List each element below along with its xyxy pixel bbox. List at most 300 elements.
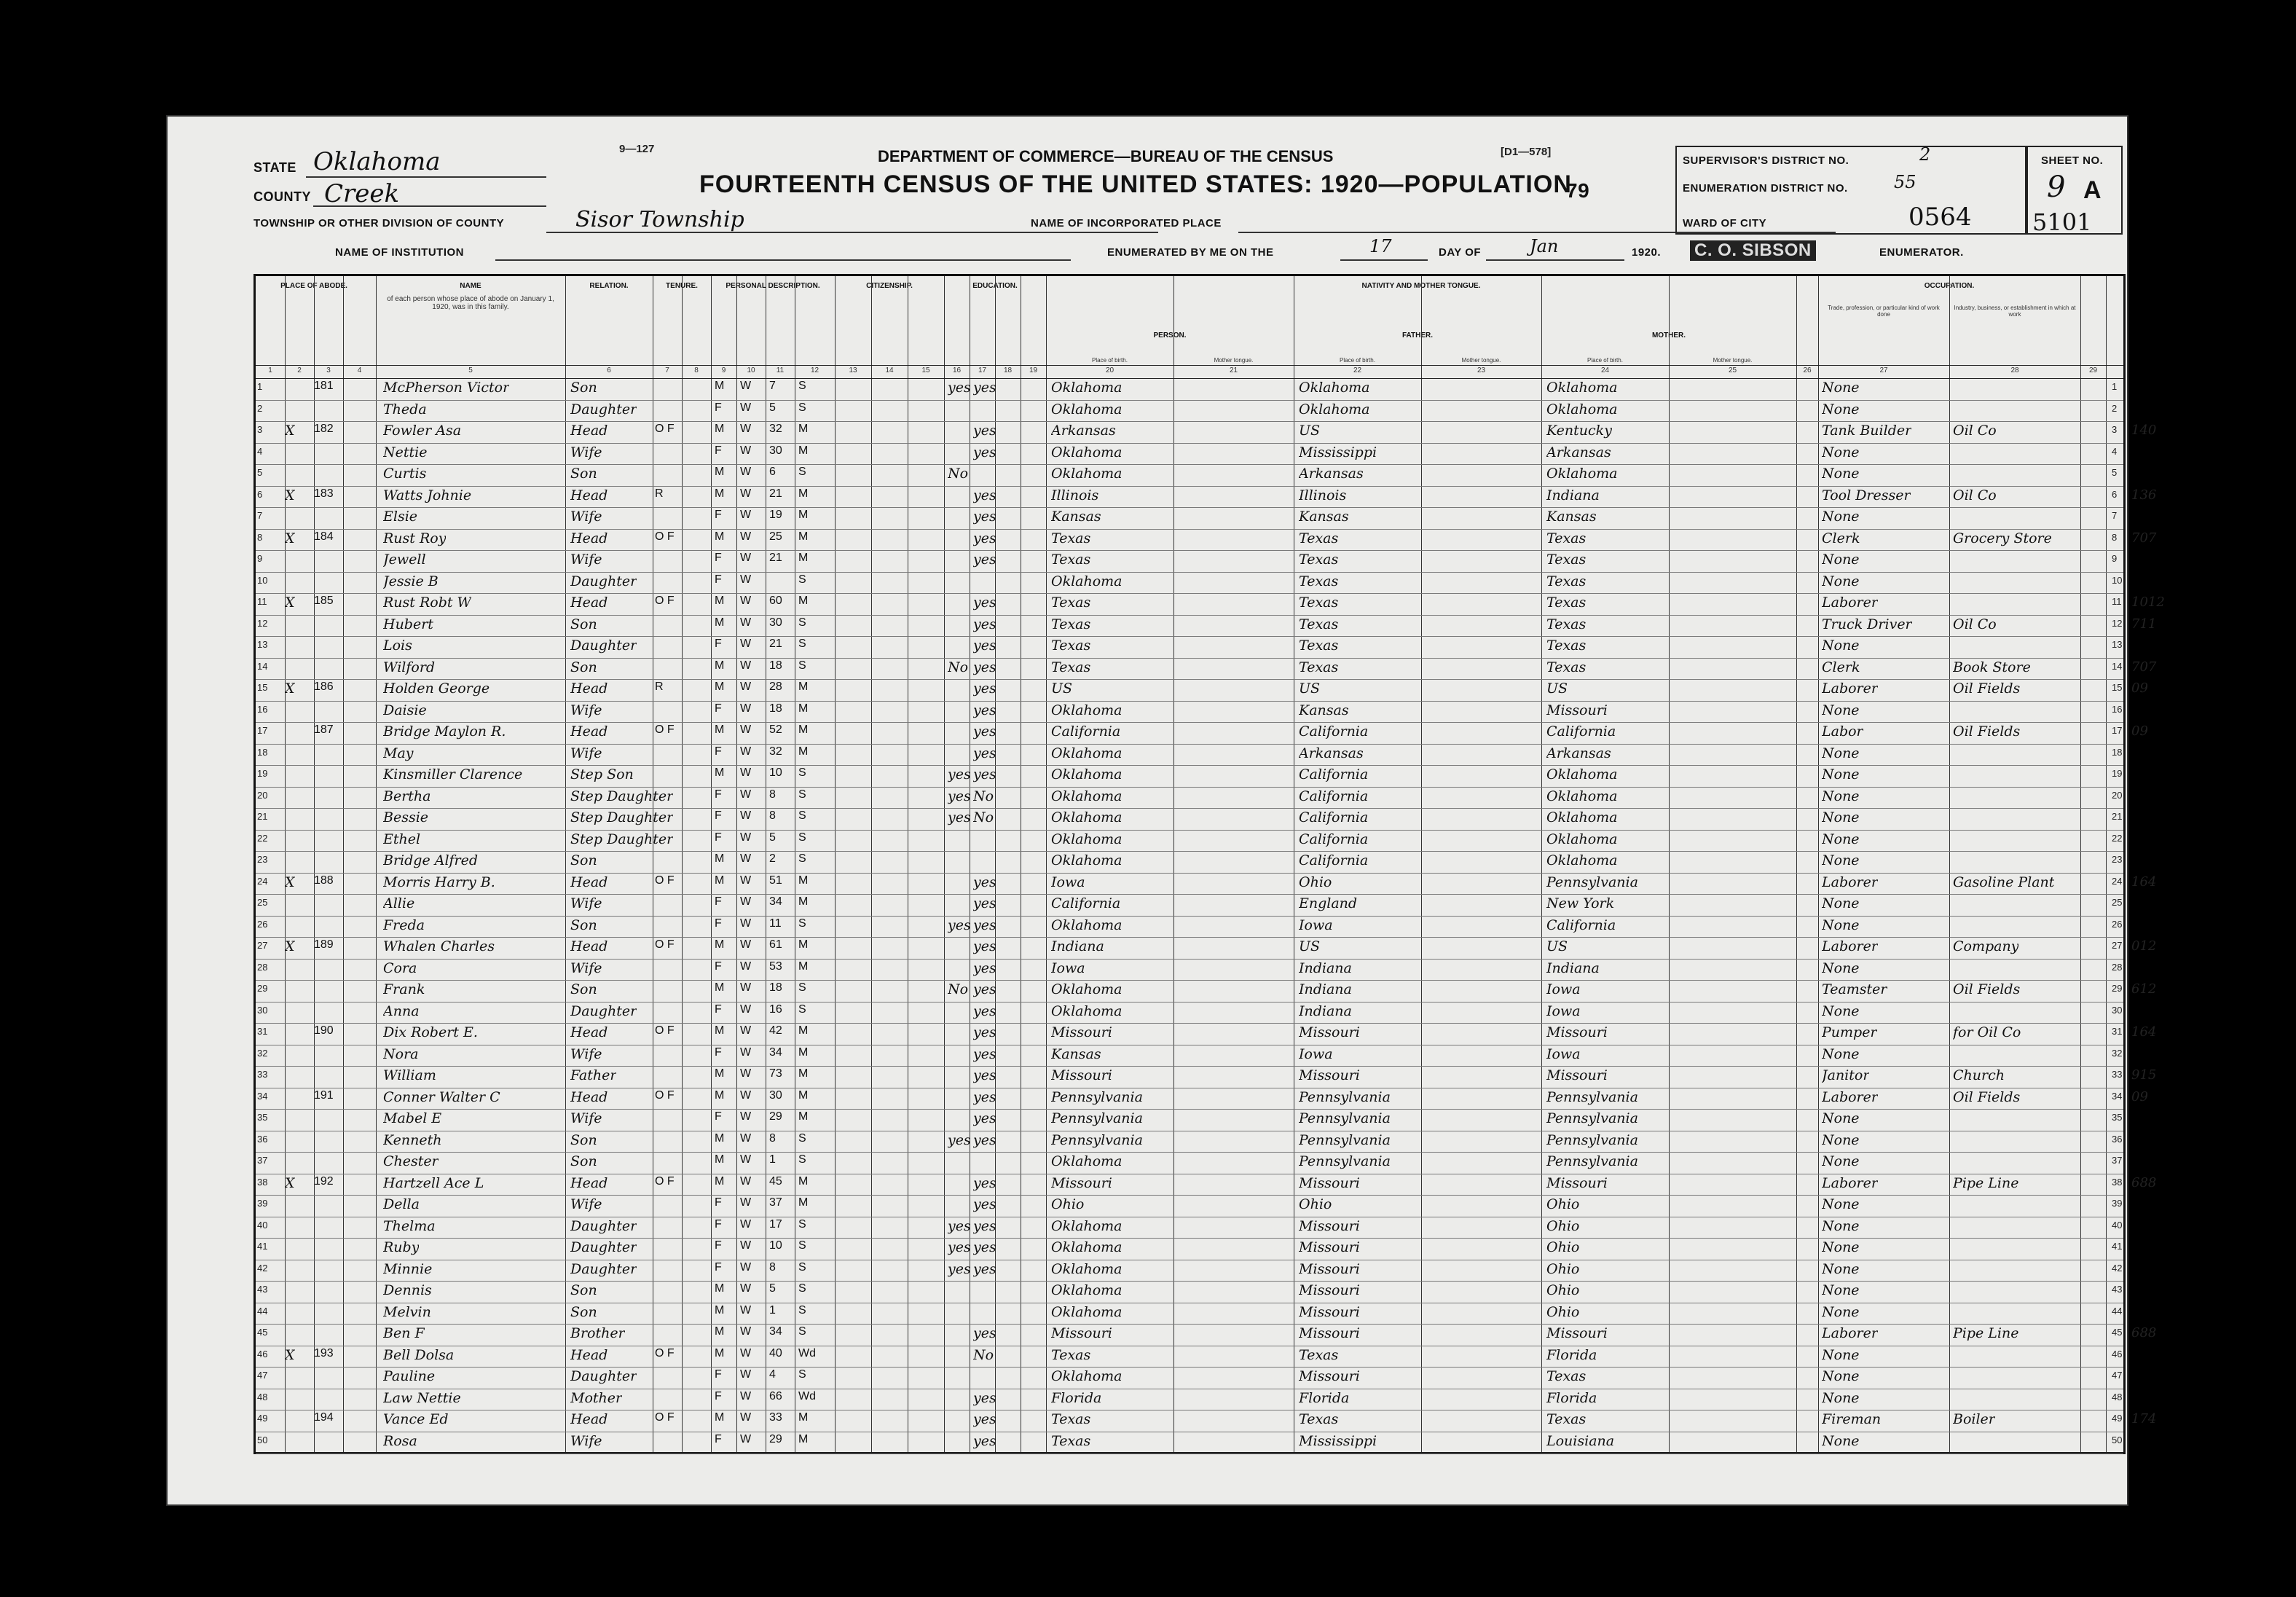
- occupation: None: [1822, 895, 1860, 911]
- column-number: 18: [1003, 366, 1013, 374]
- table-row: [256, 1023, 2157, 1043]
- mother-birthplace: Kansas: [1546, 509, 1597, 525]
- race: W: [740, 831, 752, 844]
- marital-status: M: [798, 960, 809, 973]
- table-row: [256, 593, 2165, 613]
- marital-status: M: [798, 1110, 809, 1123]
- table-row: [256, 550, 2123, 570]
- sex: F: [715, 1002, 722, 1016]
- table-row: [256, 464, 2123, 484]
- reads: yes: [973, 1174, 996, 1191]
- table-row: [256, 507, 2123, 527]
- father-birthplace: Iowa: [1299, 917, 1333, 933]
- occupation: Clerk: [1822, 530, 1860, 546]
- reads: yes: [973, 702, 996, 718]
- father-birthplace: Texas: [1299, 1411, 1339, 1427]
- father-birthplace: Texas: [1299, 637, 1339, 654]
- sex: M: [715, 1024, 725, 1037]
- column-number: 9: [721, 366, 726, 374]
- mother-birthplace: Oklahoma: [1546, 766, 1618, 782]
- column-number: 14: [885, 366, 894, 374]
- mother-birthplace: New York: [1546, 895, 1615, 911]
- birthplace: Texas: [1051, 1432, 1091, 1449]
- birthplace: Oklahoma: [1051, 745, 1123, 761]
- birthplace: Missouri: [1051, 1024, 1112, 1040]
- column-number: 20: [1105, 366, 1114, 374]
- supervisor-value: 2: [1919, 144, 1931, 165]
- row-number-right: 12: [2112, 617, 2123, 629]
- age: 34: [769, 895, 782, 908]
- occupation: None: [1822, 1131, 1860, 1148]
- relation: Wife: [570, 702, 602, 718]
- relation: Wife: [570, 552, 602, 568]
- race: W: [740, 1153, 752, 1166]
- marital-status: M: [798, 1196, 809, 1209]
- age: 10: [769, 766, 782, 779]
- sex: M: [715, 380, 725, 392]
- relation: Step Daughter: [570, 831, 674, 847]
- table-row: [256, 701, 2123, 721]
- table-row: [256, 916, 2123, 935]
- occupation: None: [1822, 1260, 1860, 1277]
- reads: yes: [973, 680, 996, 697]
- table-row: [256, 808, 2123, 828]
- sex: F: [715, 637, 722, 650]
- marital-status: S: [798, 637, 806, 650]
- sex: F: [715, 1045, 722, 1059]
- marital-status: M: [798, 552, 809, 564]
- age: 32: [769, 423, 782, 435]
- birthplace: Oklahoma: [1051, 466, 1123, 482]
- birthplace: Pennsylvania: [1051, 1110, 1143, 1126]
- occupation: Truck Driver: [1822, 616, 1912, 632]
- row-number-right: 48: [2112, 1391, 2123, 1402]
- form-code: [D1—578]: [1501, 146, 1552, 158]
- column-number: 8: [694, 366, 699, 374]
- occupation: None: [1822, 1002, 1860, 1019]
- margin-code: 688: [2131, 1325, 2157, 1341]
- mother-birthplace: Ohio: [1546, 1196, 1580, 1212]
- mother-birthplace: Texas: [1546, 573, 1587, 589]
- age: 16: [769, 1002, 782, 1016]
- sex: F: [715, 1239, 722, 1252]
- occupation: Tank Builder: [1822, 423, 1912, 439]
- father-birthplace: Texas: [1299, 595, 1339, 611]
- marital-status: S: [798, 1131, 806, 1145]
- relation: Daughter: [570, 1368, 637, 1384]
- father-birthplace: Missouri: [1299, 1303, 1360, 1320]
- margin-code: 140: [2131, 423, 2157, 438]
- reads: yes: [973, 745, 996, 761]
- enumerated-label: ENUMERATED BY ME ON THE: [1107, 246, 1274, 259]
- age: 21: [769, 552, 782, 564]
- row-number-right: 9: [2112, 553, 2118, 564]
- sex: M: [715, 1282, 725, 1295]
- row-number-left: 48: [257, 1391, 268, 1402]
- tenure: O F: [655, 874, 675, 887]
- person-name: William: [383, 1067, 436, 1083]
- tenure: O F: [655, 530, 675, 543]
- birthplace: Oklahoma: [1051, 1239, 1123, 1255]
- row-number-right: 32: [2112, 1047, 2123, 1059]
- reads: yes: [973, 895, 996, 911]
- row-number-right: 2: [2112, 402, 2118, 414]
- occupation: None: [1822, 766, 1860, 782]
- sex: F: [715, 831, 722, 844]
- relation: Brother: [570, 1325, 625, 1341]
- marital-status: S: [798, 466, 806, 478]
- sex: M: [715, 874, 725, 887]
- row-number-left: 19: [257, 768, 268, 779]
- row-number-left: 24: [257, 875, 268, 887]
- birthplace: Oklahoma: [1051, 1282, 1123, 1298]
- x-mark: X: [285, 487, 295, 503]
- column-number: 15: [921, 366, 930, 374]
- x-mark: X: [285, 1174, 295, 1191]
- birthplace: California: [1051, 895, 1121, 911]
- row-number-left: 20: [257, 789, 268, 801]
- table-row: [256, 1260, 2123, 1279]
- occupation: None: [1822, 1153, 1860, 1169]
- person-name: Curtis: [383, 466, 427, 482]
- table-row: [256, 1410, 2157, 1429]
- occupation: Tool Dresser: [1822, 487, 1911, 503]
- father-birthplace: Indiana: [1299, 981, 1352, 997]
- occupation: None: [1822, 809, 1860, 825]
- race: W: [740, 874, 752, 887]
- industry: Oil Fields: [1953, 981, 2021, 997]
- incorporated-label: NAME OF INCORPORATED PLACE: [1031, 217, 1222, 229]
- person-name: Rosa: [383, 1432, 417, 1449]
- mother-pob-header: Place of birth.: [1587, 358, 1623, 364]
- table-row: [256, 765, 2123, 785]
- table-row: [256, 1346, 2123, 1365]
- occupation: None: [1822, 1110, 1860, 1126]
- school: yes: [948, 380, 971, 396]
- reads: yes: [973, 444, 996, 460]
- occupation: None: [1822, 509, 1860, 525]
- person-name: Dennis: [383, 1282, 432, 1298]
- age: 30: [769, 1088, 782, 1102]
- margin-code: 174: [2131, 1411, 2157, 1427]
- table-row: [256, 529, 2157, 549]
- margin-code: 915: [2131, 1067, 2157, 1083]
- enumerated-day: 17: [1369, 236, 1392, 256]
- age: 8: [769, 788, 776, 801]
- row-number-left: 11: [257, 596, 267, 607]
- table-row: [256, 636, 2123, 656]
- mother-birthplace: Pennsylvania: [1546, 874, 1638, 890]
- table-row: [256, 572, 2123, 592]
- mother-birthplace: Texas: [1546, 530, 1587, 546]
- sex: F: [715, 1432, 722, 1445]
- margin-code: 164: [2131, 1024, 2157, 1040]
- person-name: Melvin: [383, 1303, 431, 1320]
- father-birthplace: Texas: [1299, 530, 1339, 546]
- occupation: None: [1822, 1239, 1860, 1255]
- race: W: [740, 1411, 752, 1424]
- reads: yes: [973, 1389, 996, 1406]
- sex: F: [715, 960, 722, 973]
- occupation: None: [1822, 702, 1860, 718]
- birthplace: Oklahoma: [1051, 917, 1123, 933]
- age: 30: [769, 616, 782, 629]
- occupation: None: [1822, 1346, 1860, 1363]
- occupation: None: [1822, 1282, 1860, 1298]
- race: W: [740, 573, 752, 586]
- x-mark: X: [285, 874, 295, 890]
- table-row: [256, 1281, 2123, 1300]
- sex: F: [715, 1196, 722, 1209]
- reads: yes: [973, 423, 996, 439]
- marital-status: M: [798, 1088, 809, 1102]
- reads: yes: [973, 659, 996, 675]
- marital-status: M: [798, 723, 809, 736]
- sex: F: [715, 702, 722, 715]
- industry: Grocery Store: [1953, 530, 2052, 546]
- dwelling-number: 190: [314, 1024, 334, 1037]
- occupation: None: [1822, 1389, 1860, 1406]
- x-mark: X: [285, 530, 295, 546]
- age: 5: [769, 831, 776, 844]
- occupation: None: [1822, 960, 1860, 976]
- sex: M: [715, 981, 725, 994]
- mother-birthplace: Missouri: [1546, 1174, 1608, 1191]
- relation: Son: [570, 852, 597, 868]
- row-number-left: 30: [257, 1004, 268, 1016]
- mother-birthplace: Oklahoma: [1546, 831, 1618, 847]
- person-name: Dix Robert E.: [383, 1024, 478, 1040]
- occupation: None: [1822, 401, 1860, 417]
- father-birthplace: Pennsylvania: [1299, 1088, 1391, 1105]
- person-name: Hartzell Ace L: [383, 1174, 484, 1191]
- birthplace: US: [1051, 680, 1073, 697]
- school: No: [948, 981, 969, 997]
- relation: Head: [570, 530, 608, 546]
- sex: F: [715, 1389, 722, 1402]
- mother-birthplace: Missouri: [1546, 702, 1608, 718]
- school: yes: [948, 1131, 971, 1148]
- race: W: [740, 1088, 752, 1102]
- relation: Son: [570, 981, 597, 997]
- race: W: [740, 659, 752, 672]
- reads: No: [973, 809, 994, 825]
- sex: M: [715, 487, 725, 500]
- row-number-left: 26: [257, 918, 268, 930]
- reads: yes: [973, 530, 996, 546]
- occupation: None: [1822, 637, 1860, 654]
- column-number: 29: [2088, 366, 2098, 374]
- tenure: R: [655, 487, 664, 500]
- father-tongue-header: Mother tongue.: [1461, 358, 1501, 364]
- sex: M: [715, 852, 725, 865]
- mother-birthplace: Missouri: [1546, 1024, 1608, 1040]
- column-number: 1: [268, 366, 272, 374]
- father-birthplace: Missouri: [1299, 1260, 1360, 1277]
- header-rule: [256, 365, 2123, 366]
- father-birthplace: US: [1299, 423, 1321, 439]
- table-row: [256, 1131, 2123, 1150]
- marital-status: M: [798, 1045, 809, 1059]
- column-number: 17: [978, 366, 987, 374]
- industry: Oil Fields: [1953, 1088, 2021, 1105]
- race: W: [740, 917, 752, 930]
- school: yes: [948, 766, 971, 782]
- reads: yes: [973, 960, 996, 976]
- row-number-left: 7: [257, 510, 263, 521]
- form-number: 9—127: [619, 143, 655, 155]
- reads: yes: [973, 509, 996, 525]
- father-birthplace: Kansas: [1299, 702, 1349, 718]
- enumeration-label: ENUMERATION DISTRICT NO.: [1683, 182, 1848, 195]
- father-birthplace: Oklahoma: [1299, 401, 1370, 417]
- dwelling-number: 191: [314, 1088, 334, 1102]
- birthplace: Pennsylvania: [1051, 1131, 1143, 1148]
- mother-birthplace: Oklahoma: [1546, 809, 1618, 825]
- birthplace: Oklahoma: [1051, 444, 1123, 460]
- column-number: 3: [326, 366, 331, 374]
- row-number-left: 12: [257, 617, 268, 629]
- mother-birthplace: Texas: [1546, 1368, 1587, 1384]
- age: 51: [769, 874, 782, 887]
- reads: yes: [973, 723, 996, 739]
- x-mark: X: [285, 595, 295, 611]
- school: yes: [948, 1260, 971, 1277]
- father-birthplace: Missouri: [1299, 1174, 1360, 1191]
- sex: M: [715, 1088, 725, 1102]
- margin-code: 612: [2131, 981, 2157, 997]
- occupation: None: [1822, 1432, 1860, 1449]
- row-number-right: 27: [2112, 940, 2123, 951]
- margin-code: 136: [2131, 487, 2157, 503]
- age: 30: [769, 444, 782, 457]
- person-name: Anna: [383, 1002, 420, 1019]
- race: W: [740, 1217, 752, 1231]
- table-row: [256, 1432, 2123, 1451]
- father-birthplace: California: [1299, 766, 1369, 782]
- person-tongue-header: Mother tongue.: [1214, 358, 1254, 364]
- citizenship-header: CITIZENSHIP.: [866, 282, 913, 290]
- x-mark: X: [285, 680, 295, 697]
- row-number-left: 41: [257, 1241, 268, 1252]
- marital-status: M: [798, 702, 809, 715]
- father-birthplace: Texas: [1299, 573, 1339, 589]
- birthplace: Oklahoma: [1051, 809, 1123, 825]
- month-line: [1486, 259, 1624, 261]
- place-of-abode-header: PLACE OF ABODE.: [280, 282, 347, 290]
- row-number-left: 49: [257, 1413, 268, 1424]
- person-name: Watts Johnie: [383, 487, 472, 503]
- row-number-left: 5: [257, 467, 263, 478]
- sex: M: [715, 530, 725, 543]
- relation: Step Daughter: [570, 788, 674, 804]
- mother-birthplace: Oklahoma: [1546, 401, 1618, 417]
- marital-status: S: [798, 917, 806, 930]
- relation: Daughter: [570, 637, 637, 654]
- row-number-right: 39: [2112, 1198, 2123, 1209]
- row-number-left: 4: [257, 445, 263, 457]
- marital-status: S: [798, 616, 806, 629]
- county-value: Creek: [324, 179, 400, 208]
- tenure: O F: [655, 423, 675, 435]
- relation: Wife: [570, 960, 602, 976]
- father-birthplace: Ohio: [1299, 1196, 1332, 1212]
- reads: yes: [973, 595, 996, 611]
- occupation: None: [1822, 917, 1860, 933]
- age: 45: [769, 1174, 782, 1188]
- relation: Son: [570, 917, 597, 933]
- mother-header: MOTHER.: [1651, 331, 1686, 340]
- sex: M: [715, 1174, 725, 1188]
- marital-status: M: [798, 423, 809, 435]
- age: 28: [769, 680, 782, 693]
- race: W: [740, 788, 752, 801]
- school: yes: [948, 917, 971, 933]
- row-number-left: 14: [257, 660, 268, 672]
- table-row: [256, 658, 2157, 678]
- row-number-right: 1: [2112, 381, 2118, 392]
- sex: M: [715, 659, 725, 672]
- person-name: Bridge Maylon R.: [383, 723, 506, 739]
- age: 18: [769, 702, 782, 715]
- mother-tongue-header: Mother tongue.: [1713, 358, 1753, 364]
- person-name: Morris Harry B.: [383, 874, 495, 890]
- birthplace: Oklahoma: [1051, 981, 1123, 997]
- race: W: [740, 552, 752, 564]
- race: W: [740, 852, 752, 865]
- industry: Gasoline Plant: [1953, 874, 2055, 890]
- enumerated-month: Jan: [1530, 236, 1559, 256]
- person-name: Hubert: [383, 616, 433, 632]
- tenure: O F: [655, 1346, 675, 1359]
- county-label: COUNTY: [253, 189, 311, 204]
- relation: Daughter: [570, 573, 637, 589]
- person-name: Bridge Alfred: [383, 852, 479, 868]
- person-name: Kinsmiller Clarence: [383, 766, 523, 782]
- age: 29: [769, 1110, 782, 1123]
- birthplace: Texas: [1051, 595, 1091, 611]
- row-number-left: 10: [257, 574, 268, 586]
- mother-birthplace: Kentucky: [1546, 423, 1612, 439]
- birthplace: Ohio: [1051, 1196, 1085, 1212]
- race: W: [740, 1110, 752, 1123]
- day-of-label: DAY OF: [1439, 246, 1482, 259]
- marital-status: S: [798, 831, 806, 844]
- occupation: Clerk: [1822, 659, 1860, 675]
- row-number-left: 32: [257, 1047, 268, 1059]
- reads: yes: [973, 616, 996, 632]
- table-row: [256, 1389, 2123, 1408]
- relation: Son: [570, 659, 597, 675]
- reads: yes: [973, 1239, 996, 1255]
- census-sheet: [168, 117, 2165, 1504]
- relation: Son: [570, 1131, 597, 1148]
- relation: Son: [570, 380, 597, 396]
- dwelling-number: 183: [314, 487, 334, 500]
- reads: yes: [973, 1260, 996, 1277]
- birthplace: Oklahoma: [1051, 380, 1123, 396]
- mother-birthplace: Missouri: [1546, 1325, 1608, 1341]
- person-name: Allie: [383, 895, 415, 911]
- tenure-header: TENURE.: [666, 282, 698, 290]
- row-number-left: 16: [257, 703, 268, 715]
- state-label: STATE: [253, 160, 296, 175]
- reads: yes: [973, 1196, 996, 1212]
- reads: yes: [973, 487, 996, 503]
- mother-birthplace: Pennsylvania: [1546, 1088, 1638, 1105]
- column-number: 25: [1728, 366, 1737, 374]
- race: W: [740, 1303, 752, 1317]
